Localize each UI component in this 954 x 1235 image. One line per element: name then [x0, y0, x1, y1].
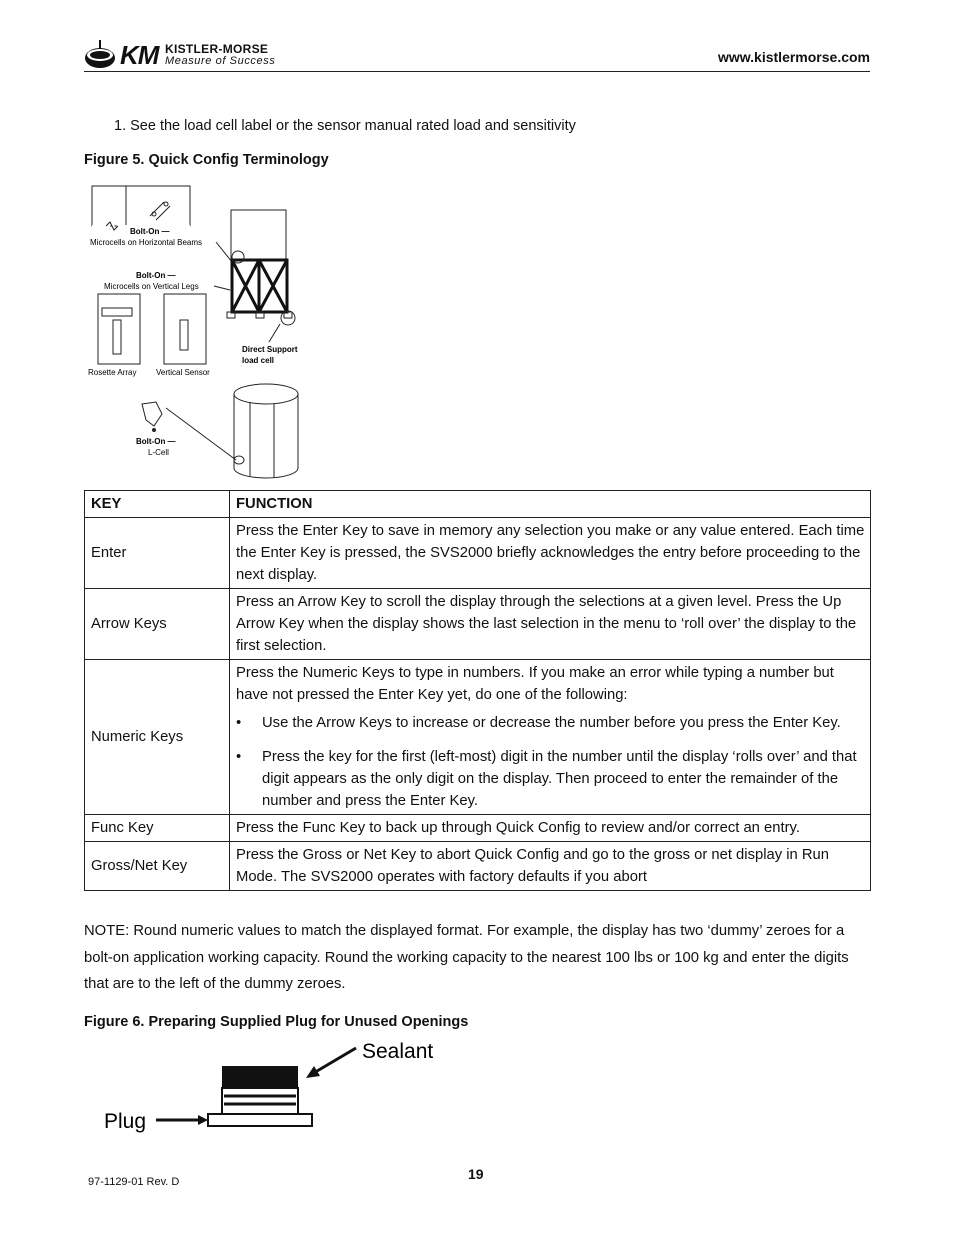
numbered-note: 1. See the load cell label or the sensor manual rated load and sensitivity	[114, 118, 576, 134]
table-header-row	[85, 491, 871, 518]
key-cell: Numeric Keys	[85, 660, 230, 815]
function-text: Press the Numeric Keys to type in numbers. If you make an error while typing a number but have not pressed the Enter Key yet, do one of the following:	[236, 665, 834, 703]
label-bolt-on-3: Bolt-On —	[136, 437, 176, 446]
label-sealant: Sealant	[362, 1040, 434, 1063]
figure6-plug-diagram	[100, 1036, 450, 1136]
key-cell: Func Key	[85, 815, 230, 842]
key-cell: Arrow Keys	[85, 589, 230, 660]
function-cell	[230, 660, 871, 815]
figure5-caption: Figure 5. Quick Config Terminology	[84, 152, 329, 168]
label-horizontal-beams: Microcells on Horizontal Beams	[90, 238, 203, 247]
table-row	[85, 660, 871, 815]
bullet-list	[236, 712, 870, 812]
list-item: • Press the key for the first (left-most) digit in the number until the display ‘rolls over’ and that digit appears as the only digit on the display. Then proceed to enter the remainder of the number and press the Enter Key.	[262, 746, 870, 812]
brand-tagline: Measure of Success	[165, 55, 276, 67]
label-rosette-array: Rosette Array	[88, 368, 137, 377]
key-function-table	[84, 490, 871, 891]
function-cell: Press the Func Key to back up through Quick Config to review and/or correct an entry.	[230, 815, 871, 842]
label-plug: Plug	[104, 1110, 147, 1133]
header-key: KEY	[85, 491, 230, 518]
list-item: • Use the Arrow Keys to increase or decrease the number before you press the Enter Key.	[262, 712, 870, 734]
table-row	[85, 842, 871, 891]
key-cell: Enter	[85, 518, 230, 589]
brand-name: KISTLER-MORSE	[165, 42, 269, 56]
label-vertical-legs: Microcells on Vertical Legs	[104, 282, 199, 291]
website-link[interactable]: www.kistlermorse.com	[718, 49, 870, 65]
page-number: 19	[468, 1166, 484, 1182]
table-row	[85, 589, 871, 660]
label-direct-support: Direct Support	[242, 345, 298, 354]
logo-initials: KM	[120, 40, 159, 70]
key-cell: Gross/Net Key	[85, 842, 230, 891]
label-bolt-on-1: Bolt-On —	[130, 227, 170, 236]
function-cell: Press the Gross or Net Key to abort Quick Config and go to the gross or net display in Run Mode. The SVS2000 operates with factory defaults if you abort	[230, 842, 871, 891]
rounding-note: NOTE: Round numeric values to match the displayed format. For example, the display has two ‘dummy’ zeroes for a bolt-on application working capacity. Round the working capacity to the nearest 100 lbs or 100 kg and enter the digits that are to the left of the dummy zeroes.	[84, 923, 849, 992]
header-function: FUNCTION	[230, 491, 871, 518]
label-vertical-sensor: Vertical Sensor	[156, 368, 210, 377]
function-cell: Press the Enter Key to save in memory any selection you make or any value entered. Each time the Enter Key is pressed, the SVS2000 briefly acknowledges the entry before proceeding to the next display.	[230, 518, 871, 589]
label-load-cell: load cell	[242, 356, 275, 365]
company-logo-icon	[84, 38, 120, 72]
label-l-cell: L-Cell	[148, 448, 169, 457]
figure6-caption: Figure 6. Preparing Supplied Plug for Unused Openings	[84, 1014, 469, 1030]
table-row	[85, 518, 871, 589]
function-cell: Press an Arrow Key to scroll the display through the selections at a given level. Press the Up Arrow Key when the display shows the last selection in the menu to ‘roll over’ the display to the first selection.	[230, 589, 871, 660]
figure5-diagram	[84, 182, 324, 482]
label-bolt-on-2: Bolt-On —	[136, 271, 176, 280]
document-number: 97-1129-01 Rev. D	[88, 1176, 180, 1188]
table-row	[85, 815, 871, 842]
header-divider	[84, 71, 870, 72]
